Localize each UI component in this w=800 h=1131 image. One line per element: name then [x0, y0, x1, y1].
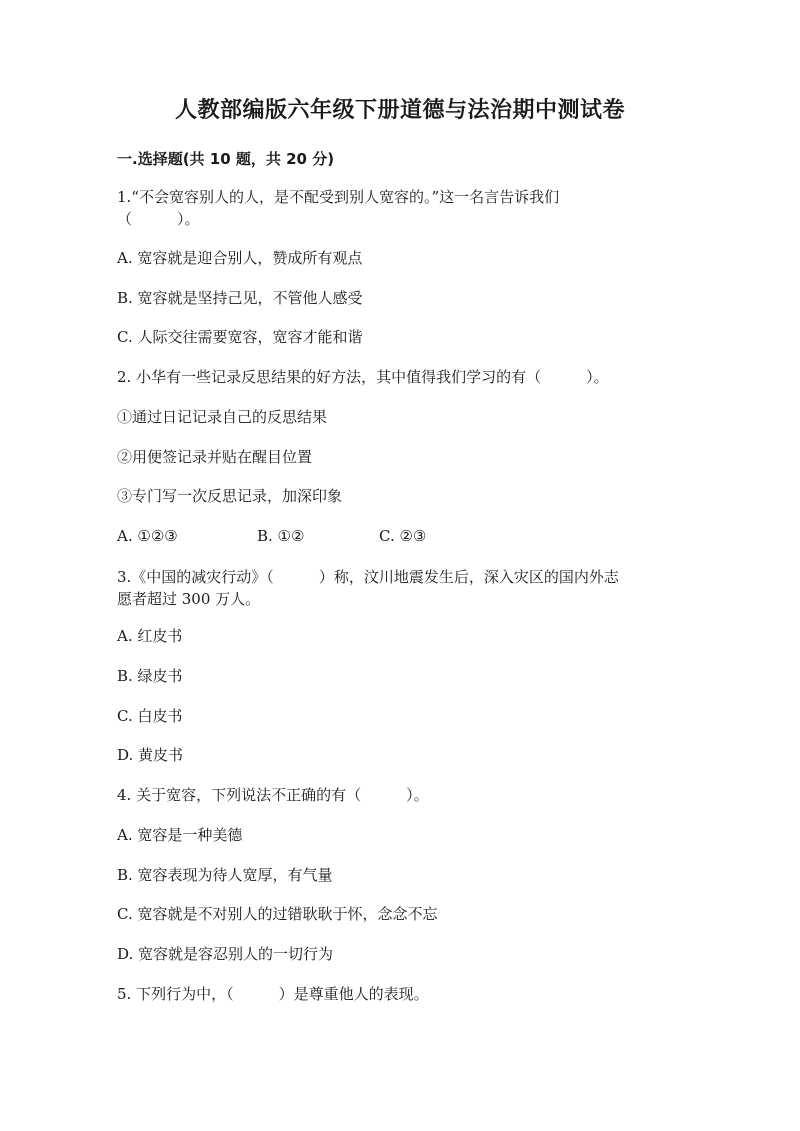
question-4-option-a: A. 宽容是一种美德	[117, 826, 243, 844]
question-3-option-a: A. 红皮书	[117, 627, 183, 645]
question-4-stem: 4. 关于宽容，下列说法不正确的有（ ）。	[117, 786, 429, 804]
question-4-option-b: B. 宽容表现为待人宽厚，有气量	[117, 866, 333, 884]
question-3-stem-line-1: 3.《中国的减灾行动》（ ）称，汶川地震发生后，深入灾区的国内外志	[117, 568, 619, 586]
question-2-option-b: B. ①②	[257, 527, 305, 545]
question-2-option-c: C. ②③	[379, 527, 427, 545]
question-1-stem-line-1: 1.“不会宽容别人的人，是不配受到别人宽容的。”这一名言告诉我们	[117, 188, 560, 206]
exam-title: 人教部编版六年级下册道德与法治期中测试卷	[174, 98, 625, 123]
question-1-option-b: B. 宽容就是坚持己见，不管他人感受	[117, 289, 363, 307]
question-3-option-c: C. 白皮书	[117, 707, 183, 725]
question-1-stem-line-2: （ ）。	[117, 210, 200, 228]
section-heading: 一.选择题(共 10 题，共 20 分)	[117, 150, 335, 168]
question-5-stem: 5. 下列行为中，（ ）是尊重他人的表现。	[117, 985, 429, 1003]
question-2-options-row	[117, 525, 517, 547]
question-2-item-3: ③专门写一次反思记录，加深印象	[117, 487, 343, 505]
question-2-stem: 2. 小华有一些记录反思结果的好方法，其中值得我们学习的有（ ）。	[117, 368, 609, 386]
question-1-option-c: C. 人际交往需要宽容，宽容才能和谐	[117, 328, 363, 346]
question-4-option-d: D. 宽容就是容忍别人的一切行为	[117, 945, 334, 963]
question-1-option-a: A. 宽容就是迎合别人，赞成所有观点	[117, 249, 363, 267]
question-4-option-c: C. 宽容就是不对别人的过错耿耿于怀，念念不忘	[117, 905, 438, 923]
question-3-option-d: D. 黄皮书	[117, 746, 184, 764]
question-3-option-b: B. 绿皮书	[117, 667, 183, 685]
question-3-stem-line-2: 愿者超过 300 万人。	[117, 590, 261, 608]
question-2-option-a: A. ①②③	[117, 527, 178, 545]
question-2-item-1: ①通过日记记录自己的反思结果	[117, 408, 328, 426]
question-2-item-2: ②用便签记录并贴在醒目位置	[117, 448, 313, 466]
